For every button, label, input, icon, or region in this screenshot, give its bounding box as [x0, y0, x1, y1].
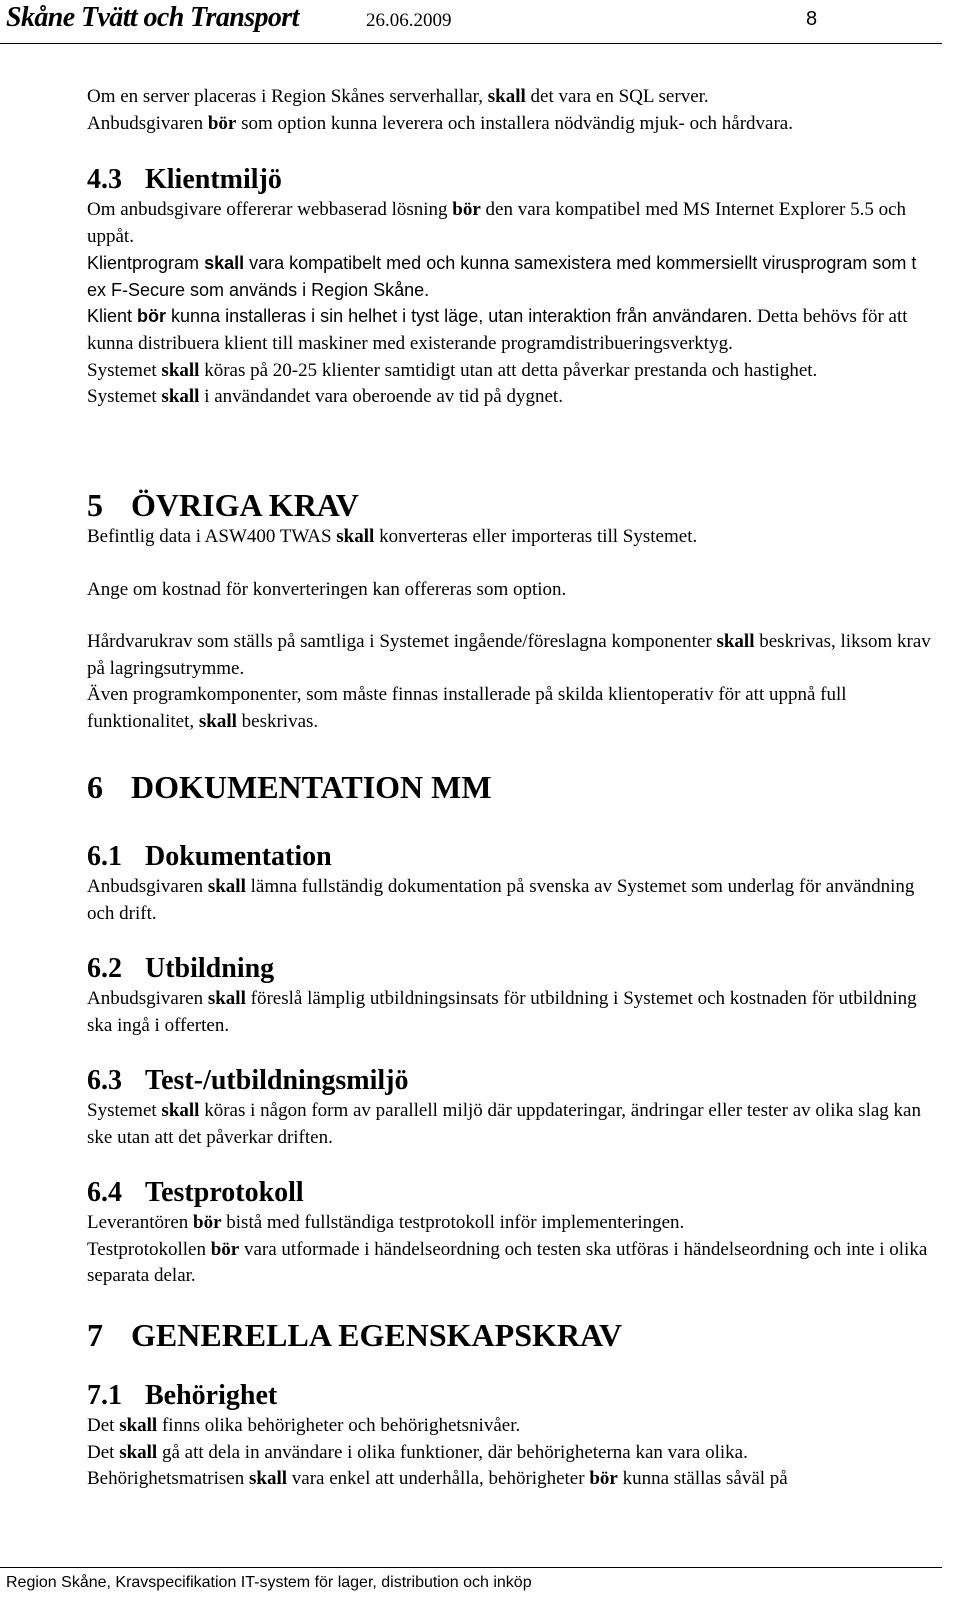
paragraph — [87, 250, 935, 303]
keyword: skall — [207, 988, 246, 1009]
header-date: 26.06.2009 — [366, 10, 452, 31]
text: Systemet — [87, 1100, 162, 1121]
section-title: Behörighet — [145, 1380, 278, 1411]
paragraph — [87, 358, 935, 385]
keyword: bör — [137, 306, 167, 327]
chapter-number: 5 — [87, 487, 103, 523]
page-number: 8 — [806, 8, 818, 30]
paragraph — [87, 303, 935, 357]
intro-text: som option kunna leverera och installera nödvändig mjuk- och hårdvara. — [236, 112, 793, 134]
keyword: bör — [452, 199, 481, 220]
chapter-heading — [87, 486, 935, 524]
section-6-2 — [87, 952, 935, 1039]
page-header — [0, 0, 960, 44]
intro-block — [87, 84, 935, 137]
keyword: skall — [249, 1468, 288, 1490]
section-7-1 — [87, 1379, 935, 1493]
text: Befintlig data i ASW400 TWAS — [87, 526, 337, 547]
section-number: 6.1 — [87, 841, 122, 872]
paragraph — [87, 197, 935, 250]
paragraph — [87, 986, 935, 1039]
keyword: bör — [207, 112, 237, 134]
header-title: Skåne Tvätt och Transport — [6, 2, 299, 33]
text: Det — [87, 1441, 120, 1463]
keyword: skall — [336, 526, 375, 547]
section-heading — [87, 1064, 935, 1098]
text: konverteras eller importeras till Systemet. — [374, 526, 698, 547]
section-4-3 — [87, 163, 935, 411]
paragraph — [87, 1210, 935, 1237]
text: Anbudsgivaren — [87, 988, 208, 1009]
paragraph — [87, 524, 935, 551]
keyword: skall — [161, 359, 200, 381]
text: i användandet vara oberoende av tid på dygnet. — [199, 386, 563, 408]
text: Klient — [87, 306, 138, 327]
keyword: skall — [716, 631, 755, 653]
keyword: skall — [161, 1100, 200, 1121]
section-title: Utbildning — [145, 953, 275, 984]
text: Testprotokollen — [87, 1238, 211, 1260]
text: Leverantören — [87, 1212, 194, 1233]
text: beskrivas. — [236, 710, 319, 732]
section-title: Testprotokoll — [145, 1177, 304, 1208]
text: finns olika behörigheter och behörighetsnivåer. — [157, 1415, 521, 1436]
paragraph — [87, 384, 935, 411]
intro-text: det vara en SQL server. — [525, 86, 709, 107]
paragraph — [87, 629, 935, 682]
section-heading — [87, 1379, 935, 1413]
text: Systemet — [87, 359, 162, 381]
paragraph: Ange om kostnad för konverteringen kan offereras som option. — [87, 578, 567, 600]
text: köras på 20-25 klienter samtidigt utan att detta påverkar prestanda och hastighet. — [199, 359, 818, 381]
paragraph — [87, 1466, 935, 1493]
chapter-heading — [87, 1316, 935, 1354]
text: Detta behövs för att kunna distribuera klient till maskiner med existerande programdistribueringsverktyg. — [87, 306, 908, 354]
footer-divider — [0, 1567, 942, 1568]
keyword: bör — [210, 1238, 240, 1260]
text: Hårdvarukrav som ställs på samtliga i Systemet ingående/föreslagna komponenter — [87, 631, 717, 653]
keyword: skall — [487, 86, 526, 107]
keyword: skall — [119, 1415, 158, 1436]
section-number: 6.3 — [87, 1065, 122, 1096]
text: lämna fullständig dokumentation på svenska av Systemet som underlag för användning och drift. — [87, 876, 915, 924]
page-footer: Region Skåne, Kravspecifikation IT-system för lager, distribution och inköp — [6, 1574, 532, 1591]
text: vara utformade i händelseordning och testen ska utföras i händelseordning och inte i olika separata delar. — [87, 1238, 928, 1287]
keyword: bör — [193, 1212, 222, 1233]
section-number: 4.3 — [87, 164, 122, 195]
section-title: Klientmiljö — [145, 164, 282, 195]
paragraph — [87, 1413, 935, 1440]
section-heading — [87, 1176, 935, 1210]
section-title: Test-/utbildningsmiljö — [145, 1065, 409, 1096]
section-title: Dokumentation — [145, 841, 332, 872]
section-number: 6.2 — [87, 953, 122, 984]
section-6-4 — [87, 1176, 935, 1290]
intro-text: Anbudsgivaren — [87, 112, 208, 134]
text: Behörighetsmatrisen — [87, 1468, 249, 1490]
paragraph — [87, 1098, 935, 1151]
section-number: 7.1 — [87, 1380, 122, 1411]
section-6-3 — [87, 1064, 935, 1151]
text: Om anbudsgivare offererar webbaserad lösning — [87, 199, 453, 220]
text: vara enkel att underhålla, behörigheter — [287, 1468, 590, 1490]
keyword: skall — [161, 386, 200, 408]
chapter-title: GENERELLA EGENSKAPSKRAV — [131, 1317, 623, 1353]
text: vara kompatibelt med och kunna samexistera med kommersiellt virusprogram som t ex F-Secure som används i Region Skåne. — [87, 253, 917, 300]
intro-paragraph — [87, 84, 935, 137]
section-5 — [87, 486, 935, 736]
text: Anbudsgivaren — [87, 876, 208, 897]
text: kunna ställas såväl på — [617, 1468, 788, 1490]
keyword: skall — [204, 253, 245, 274]
paragraph — [87, 874, 935, 927]
keyword: skall — [198, 710, 237, 732]
intro-text: Om en server placeras i Region Skånes serverhallar, — [87, 86, 488, 107]
section-6 — [87, 768, 935, 806]
text: beskrivas, liksom krav på lagringsutrymme. — [87, 631, 931, 679]
text: Även programkomponenter, som måste finnas installerade på skilda klientoperativ för att uppnå full funktionalitet, — [87, 684, 847, 732]
text: Det — [87, 1415, 120, 1436]
chapter-heading — [87, 768, 935, 806]
text: gå att dela in användare i olika funktioner, där behörigheterna kan vara olika. — [157, 1441, 748, 1463]
text: Systemet — [87, 386, 162, 408]
paragraph — [87, 682, 935, 735]
text: den vara kompatibel med MS Internet Explorer 5.5 och uppåt. — [87, 199, 907, 247]
keyword: skall — [119, 1441, 158, 1463]
text: köras i någon form av parallell miljö där uppdateringar, ändringar eller tester av olika slag kan ske utan att det påverkar driften. — [87, 1100, 921, 1148]
text: Klientprogram — [87, 253, 205, 274]
keyword: skall — [207, 876, 246, 897]
text: kunna installeras i sin helhet i tyst läge, utan interaktion från användaren. — [166, 306, 753, 327]
header-divider — [0, 43, 942, 44]
section-7 — [87, 1316, 935, 1354]
section-heading — [87, 840, 935, 874]
chapter-number: 7 — [87, 1317, 103, 1353]
chapter-title: DOKUMENTATION MM — [131, 769, 492, 805]
keyword: bör — [589, 1468, 618, 1490]
chapter-number: 6 — [87, 769, 103, 805]
section-number: 6.4 — [87, 1177, 122, 1208]
section-6-1 — [87, 840, 935, 927]
chapter-title: ÖVRIGA KRAV — [131, 487, 359, 523]
text: bistå med fullständiga testprotokoll inför implementeringen. — [221, 1212, 685, 1233]
paragraph — [87, 1440, 935, 1467]
section-heading — [87, 163, 935, 197]
text: föreslå lämplig utbildningsinsats för utbildning i Systemet och kostnaden för utbildning ska ingå i offerten. — [87, 988, 917, 1036]
paragraph — [87, 1237, 935, 1290]
section-heading — [87, 952, 935, 986]
